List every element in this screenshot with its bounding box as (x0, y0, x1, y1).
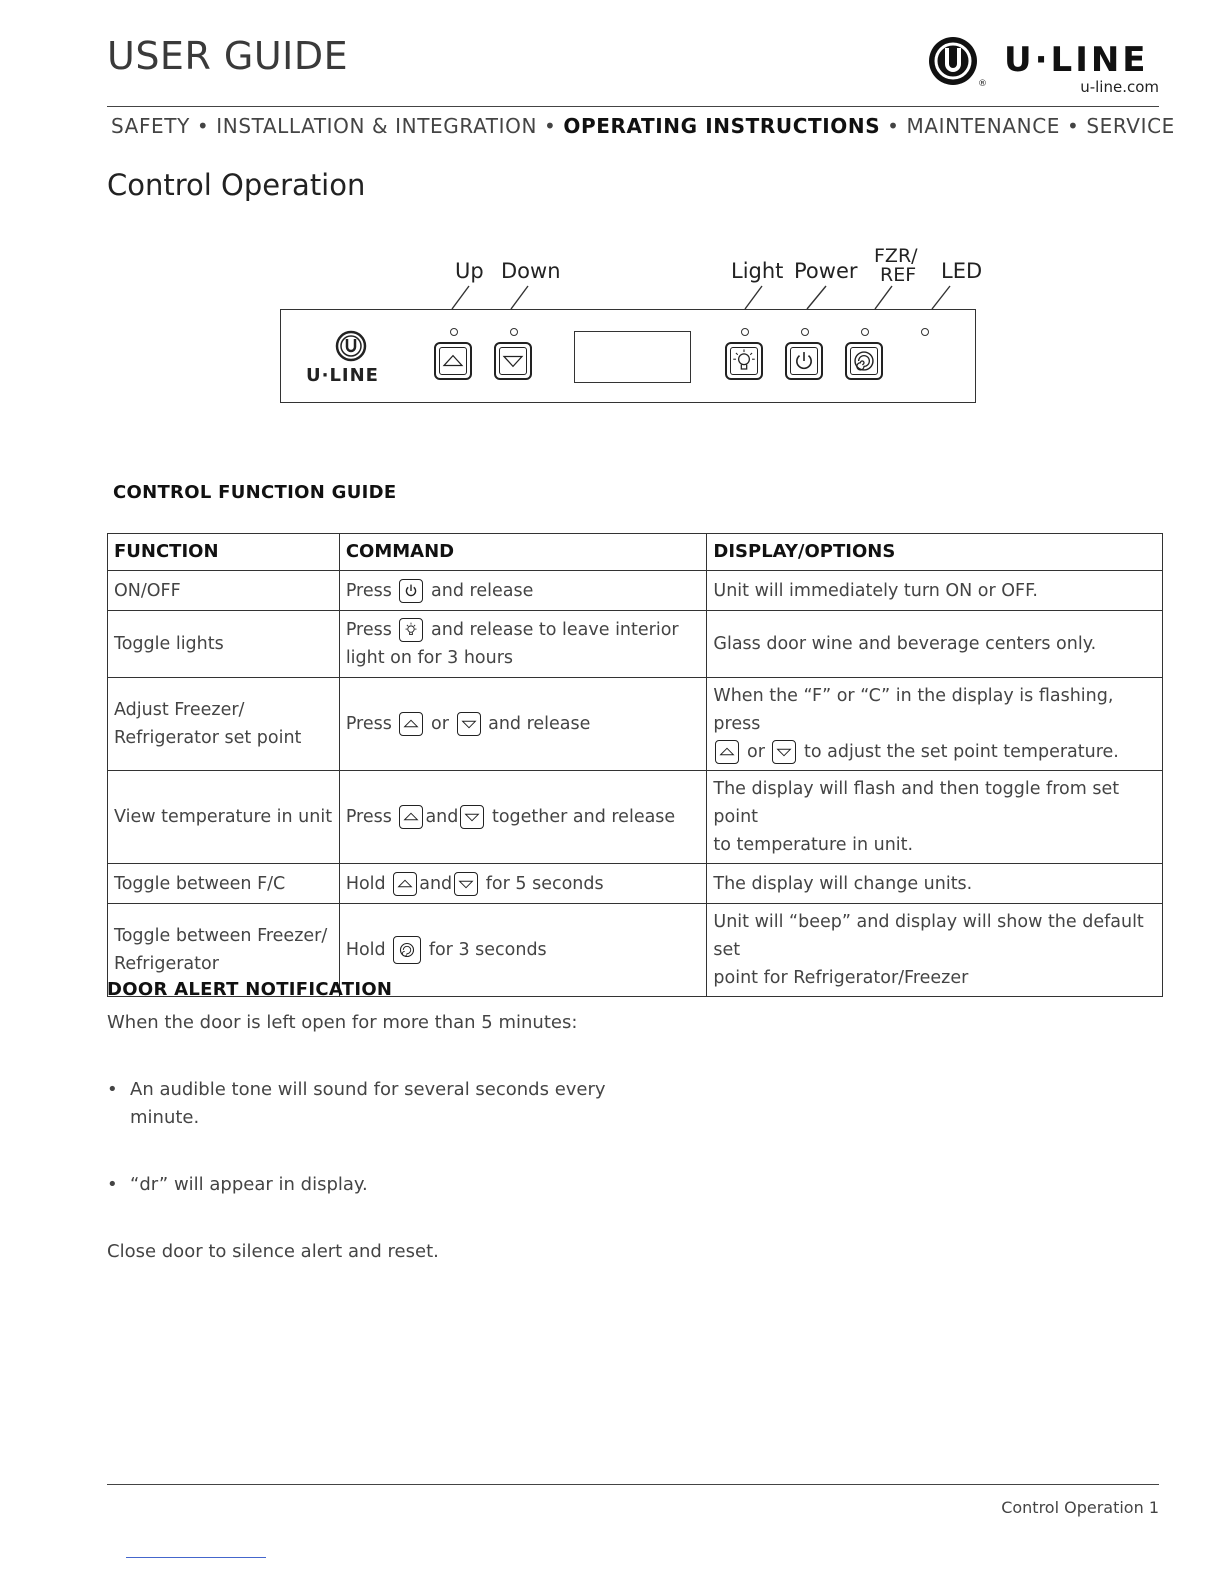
cmd-text: Press (345, 714, 392, 734)
cmd-text: together and release (491, 807, 676, 827)
power-icon (787, 344, 821, 378)
cmd-text: and release (431, 580, 534, 601)
up-arrow-icon (399, 805, 423, 829)
cell-function: Toggle between F/C (108, 864, 340, 904)
indicator-dot (861, 328, 869, 336)
label-fzr: FZR/ (874, 245, 918, 267)
function-text: Refrigerator (114, 954, 219, 974)
cell-display: Unit will immediately turn ON or OFF. (707, 571, 1163, 611)
diagram-leader-lines (0, 0, 1224, 320)
temperature-display (574, 331, 691, 383)
label-light: Light (731, 259, 784, 283)
page-title: Control Operation (107, 168, 366, 202)
up-arrow-icon (436, 344, 470, 378)
col-command: COMMAND (339, 534, 707, 571)
cmd-text: for 5 seconds (485, 873, 604, 894)
cell-display: Glass door wine and beverage centers only. (707, 611, 1163, 678)
power-icon (399, 579, 423, 603)
cmd-text: for 3 seconds (428, 940, 547, 960)
table-row (108, 864, 1163, 904)
control-panel (280, 309, 976, 403)
cmd-text: and (425, 807, 459, 827)
cmd-text: light on for 3 hours (345, 648, 514, 668)
nav-installation[interactable]: INSTALLATION & INTEGRATION (216, 114, 538, 138)
footer-divider (107, 1484, 1159, 1485)
label-led: LED (941, 259, 983, 283)
cell-display (707, 678, 1163, 771)
list-item (107, 1076, 627, 1132)
cmd-text: Hold (345, 940, 386, 960)
light-bulb-icon (727, 344, 761, 378)
control-function-table (107, 533, 1163, 997)
nav-maintenance[interactable]: MAINTENANCE (906, 114, 1061, 138)
cell-function: ON/OFF (108, 571, 340, 611)
cmd-text: and release to leave interior (431, 620, 679, 640)
fzr-ref-swirl-icon (847, 344, 881, 378)
cell-display (707, 904, 1163, 997)
list-item (107, 1171, 627, 1199)
table-header-row (108, 534, 1163, 571)
light-bulb-icon (399, 618, 423, 642)
cmd-text: Press (345, 807, 392, 827)
function-text: Adjust Freezer/ (114, 700, 245, 720)
bullet-text: An audible tone will sound for several seconds every (130, 1079, 606, 1100)
display-text: or (746, 742, 765, 762)
cmd-text: or (431, 714, 449, 734)
indicator-dot (801, 328, 809, 336)
cell-command (339, 904, 707, 997)
brand-wordmark: U·LINE (1004, 40, 1149, 80)
doc-title: USER GUIDE (107, 34, 349, 78)
power-button[interactable] (785, 342, 823, 380)
up-button[interactable] (434, 342, 472, 380)
nav-separator: • (196, 114, 210, 138)
nav-service[interactable]: SERVICE (1086, 114, 1175, 138)
up-arrow-icon (399, 712, 423, 736)
down-arrow-icon (454, 872, 478, 896)
down-arrow-icon (496, 344, 530, 378)
table-row (108, 611, 1163, 678)
indicator-dot (450, 328, 458, 336)
cell-command (339, 571, 707, 611)
cell-command (339, 678, 707, 771)
door-alert-intro: When the door is left open for more than 5 minutes: (107, 1012, 578, 1033)
cell-command (339, 864, 707, 904)
display-text: to adjust the set point temperature. (804, 742, 1119, 762)
table-row (108, 771, 1163, 864)
cmd-text: Press (345, 580, 392, 601)
cell-function (108, 678, 340, 771)
display-text: point for Refrigerator/Freezer (713, 968, 969, 988)
up-arrow-icon (715, 740, 739, 764)
fzr-ref-button[interactable] (845, 342, 883, 380)
cell-command (339, 611, 707, 678)
col-function: FUNCTION (108, 534, 340, 571)
door-alert-closing: Close door to silence alert and reset. (107, 1241, 439, 1262)
cell-display (707, 771, 1163, 864)
cmd-text: and release (488, 714, 591, 734)
cell-function: Toggle lights (108, 611, 340, 678)
brand-url[interactable]: u-line.com (1080, 78, 1159, 96)
function-text: Refrigerator set point (114, 728, 302, 748)
bullet-text: “dr” will appear in display. (130, 1174, 368, 1195)
display-text: When the “F” or “C” in the display is flashing, press (713, 686, 1114, 734)
display-text: to temperature in unit. (713, 835, 914, 855)
table-row (108, 571, 1163, 611)
page-footer-label: Control Operation 1 (1001, 1498, 1159, 1517)
col-display-options: DISPLAY/OPTIONS (707, 534, 1163, 571)
indicator-dot (741, 328, 749, 336)
label-up: Up (455, 259, 484, 283)
fzr-ref-swirl-icon (393, 936, 421, 964)
cmd-text: Hold (345, 873, 386, 894)
bullet-mark: • (107, 1079, 118, 1100)
table-row (108, 678, 1163, 771)
led-indicator (921, 328, 929, 336)
panel-brand: U·LINE (306, 365, 379, 386)
label-ref: REF (880, 264, 917, 286)
cmd-text: and (419, 873, 453, 894)
label-down: Down (501, 259, 561, 283)
cmd-text: Press (345, 620, 392, 640)
door-alert-heading: DOOR ALERT NOTIFICATION (107, 979, 393, 1000)
display-text: The display will flash and then toggle from set point (713, 779, 1120, 827)
bullet-text: minute. (130, 1107, 200, 1128)
svg-text:®: ® (978, 79, 987, 89)
indicator-dot (510, 328, 518, 336)
label-power: Power (794, 259, 858, 283)
function-text: Toggle between Freezer/ (114, 926, 328, 946)
nav-separator: • (887, 114, 900, 138)
down-button[interactable] (494, 342, 532, 380)
down-arrow-icon (772, 740, 796, 764)
u-line-badge-icon (335, 330, 367, 362)
light-button[interactable] (725, 342, 763, 380)
down-arrow-icon (460, 805, 484, 829)
nav-separator: • (1066, 114, 1080, 138)
nav-separator: • (544, 114, 557, 138)
cell-function: View temperature in unit (108, 771, 340, 864)
control-guide-heading: CONTROL FUNCTION GUIDE (113, 482, 397, 503)
nav-safety[interactable]: SAFETY (111, 114, 190, 138)
down-arrow-icon (457, 712, 481, 736)
nav-operating-instructions[interactable]: OPERATING INSTRUCTIONS (563, 114, 881, 138)
up-arrow-icon (393, 872, 417, 896)
display-text: Unit will “beep” and display will show the default set (713, 912, 1144, 960)
footer-link-underline (126, 1557, 266, 1558)
cell-command (339, 771, 707, 864)
bullet-mark: • (107, 1174, 118, 1195)
cell-display: The display will change units. (707, 864, 1163, 904)
